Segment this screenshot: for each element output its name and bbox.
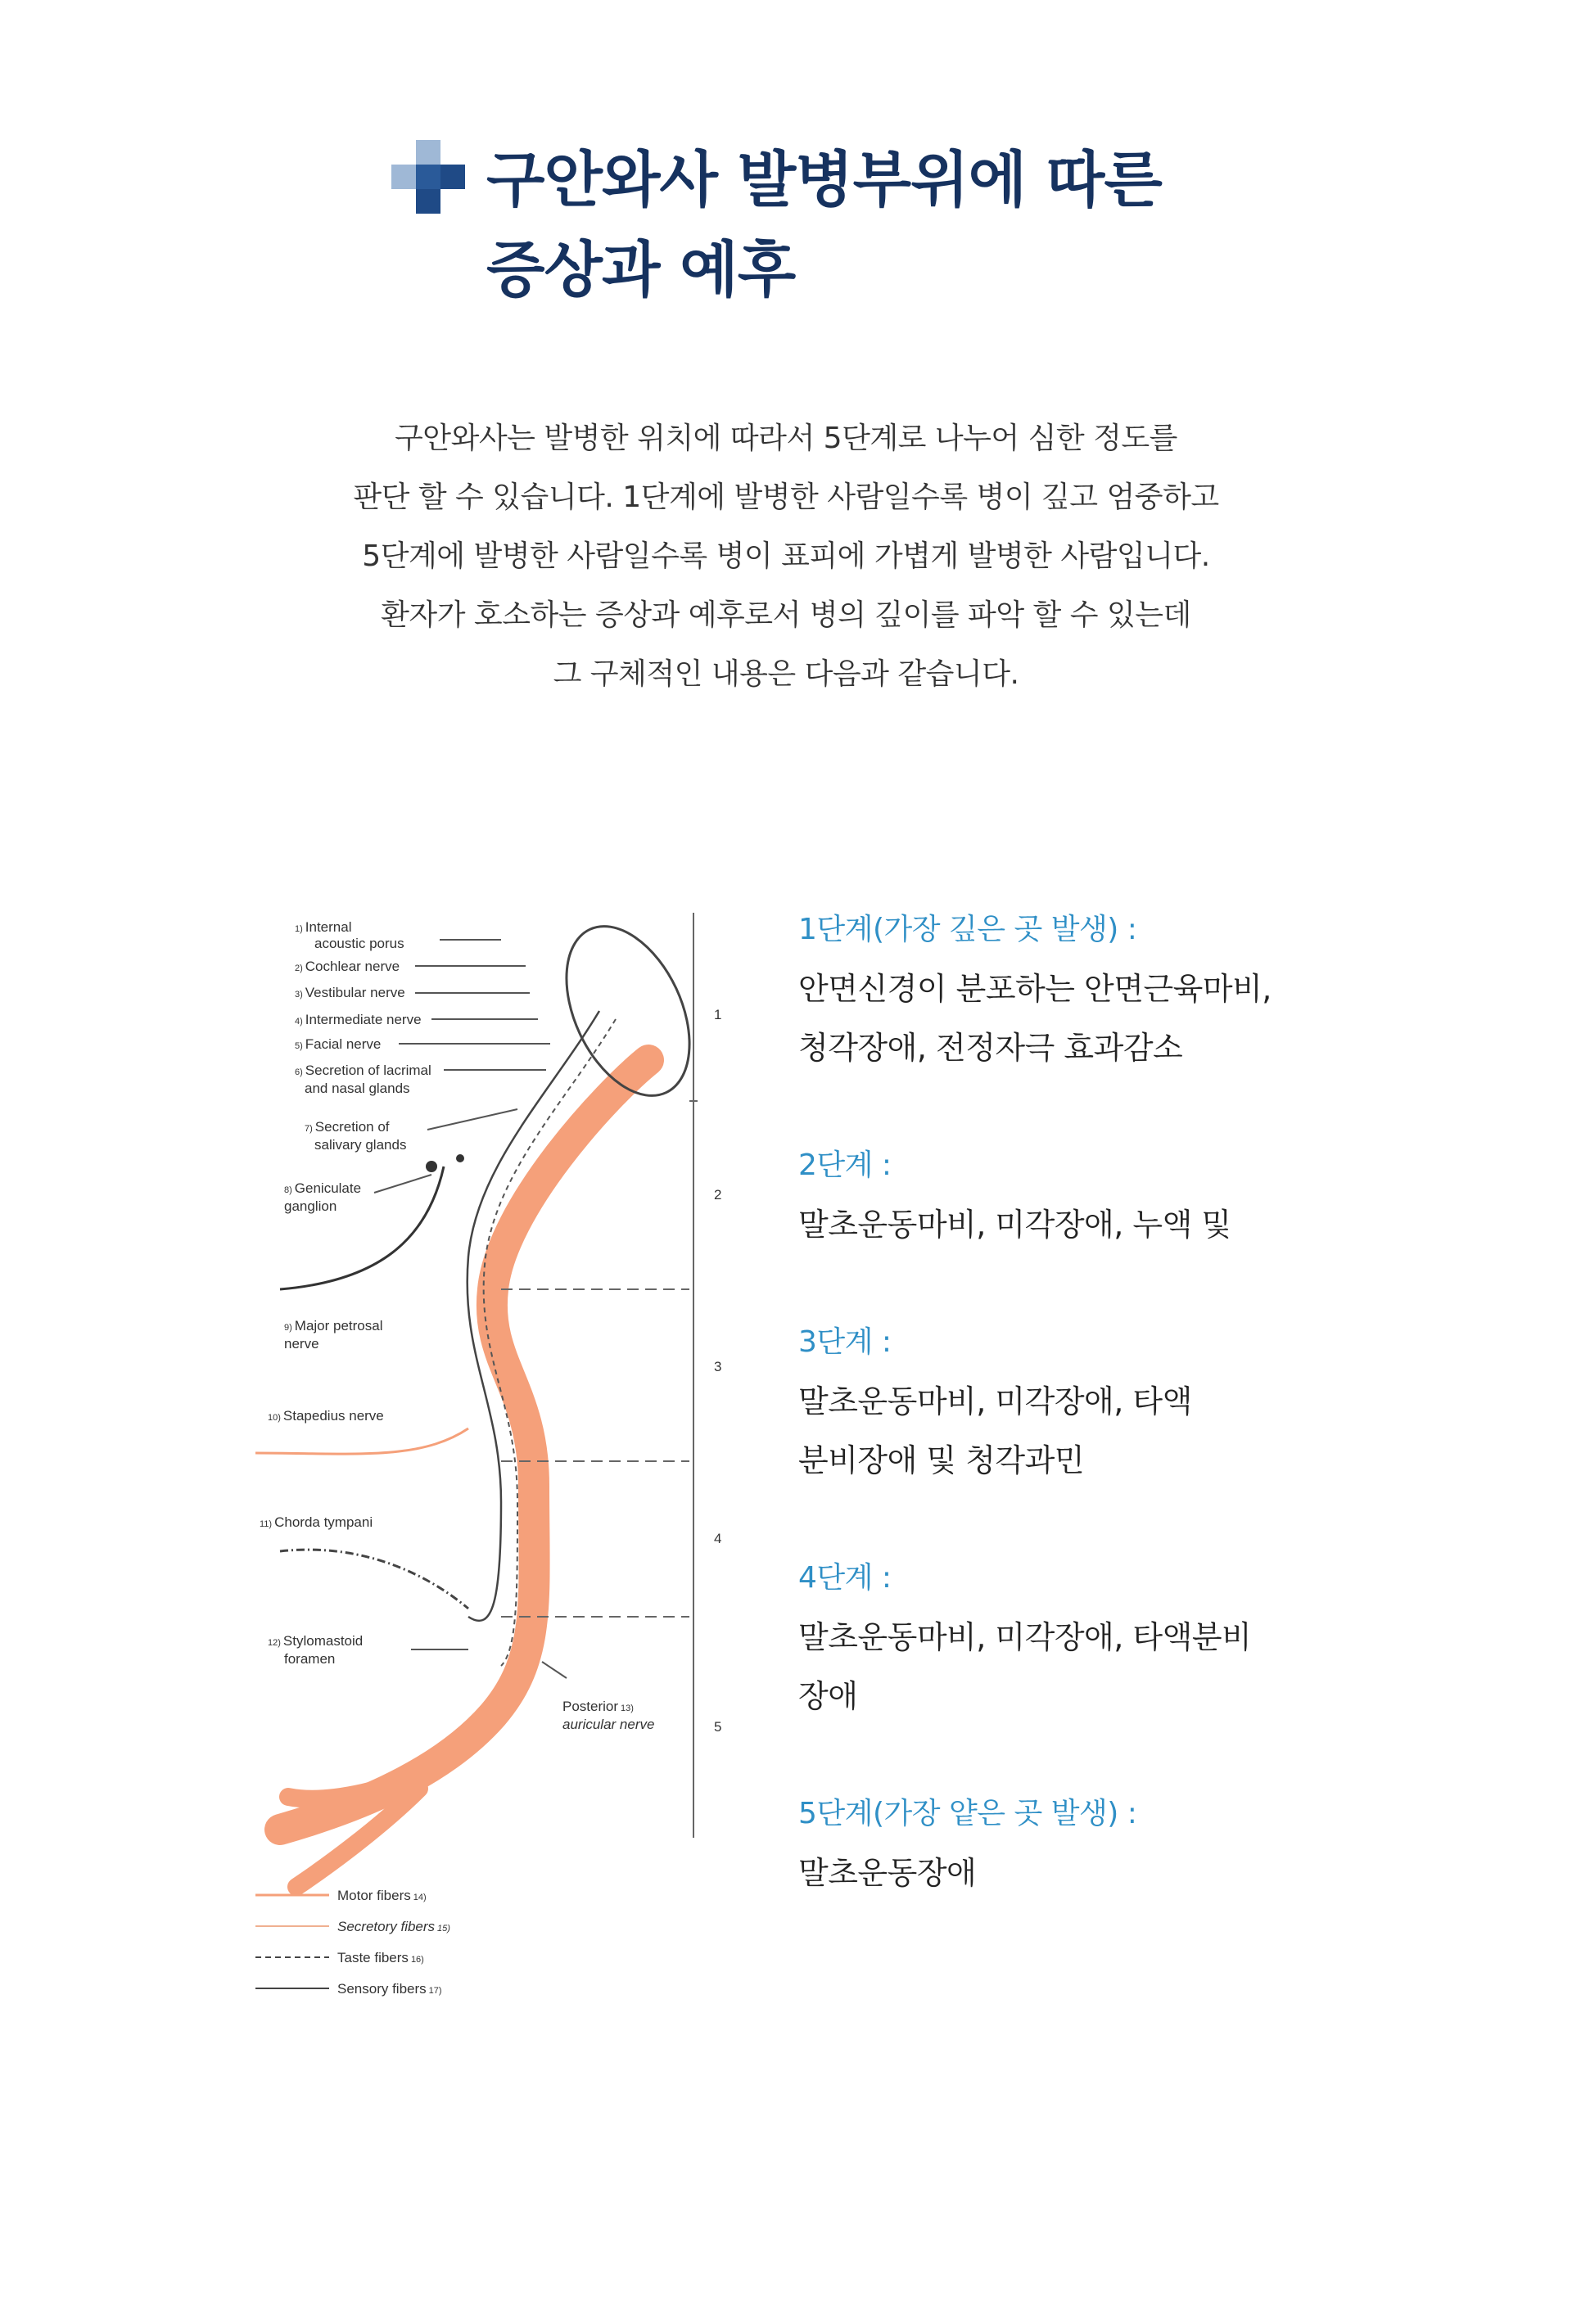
level-number: 5 [714,1719,722,1735]
diagram-label: 9) Major petrosal [284,1318,383,1333]
leader-line [374,1175,431,1193]
stage-description [798,1608,1519,1726]
legend-label: Sensory fibers 17) [337,1981,442,1997]
stapedius-branch [255,1428,468,1454]
chorda-tympani-line [280,1550,468,1609]
diagram-label: 6) Secretion of lacrimal [295,1063,431,1078]
diagram-label: foramen [284,1651,336,1667]
diagram-label: 7) Secretion of [305,1119,390,1135]
diagram-label: 3) Vestibular nerve [295,985,405,1000]
stage-heading: 1단계(가장 깊은 곳 발생) : [798,913,1137,946]
legend-label: Secretory fibers 15) [337,1919,450,1934]
stage-line: 말초운동장애 [798,1855,977,1891]
diagram-label: 11) Chorda tympani [260,1514,373,1530]
medical-cross-icon [391,140,467,215]
stage-heading: 4단계 : [798,1561,892,1595]
diagram-label: Posterior 13) [562,1699,634,1714]
level-number: 3 [714,1359,722,1374]
diagram-label: 4) Intermediate nerve [295,1012,422,1027]
stage-description [798,1843,1519,1902]
diagram-label: and nasal glands [305,1081,410,1096]
stage-description [798,1195,1519,1254]
stage-description [798,959,1519,1077]
intro-line: 구안와사는 발병한 위치에 따라서 5단계로 나누어 심한 정도를 [395,422,1177,455]
legend-label: Taste fibers 16) [337,1950,424,1965]
geniculate-ganglion [426,1161,437,1172]
diagram-label: nerve [284,1336,319,1352]
stage-description [798,1372,1519,1490]
intro-line: 판단 할 수 있습니다. 1단계에 발병한 사람일수록 병이 깊고 엄중하고 [353,481,1219,514]
stage-line: 말초운동마비, 미각장애, 누액 및 [798,1207,1231,1243]
diagram-label: ganglion [284,1198,337,1214]
facial-nerve-trunk [280,1060,648,1830]
stage-line: 말초운동마비, 미각장애, 타액 [798,1383,1192,1419]
legend-label: Motor fibers 14) [337,1888,427,1903]
intro-line: 그 구체적인 내용은 다음과 같습니다. [553,657,1019,691]
diagram-label: 2) Cochlear nerve [295,959,400,974]
stage-heading: 3단계 : [798,1325,892,1359]
diagram-label: 10) Stapedius nerve [268,1408,384,1424]
stage-line: 말초운동마비, 미각장애, 타액분비 [798,1619,1252,1655]
stage-item [798,1785,1519,1902]
stage-line: 청각장애, 전정자극 효과감소 [798,1030,1183,1066]
diagram-label: acoustic porus [314,936,404,951]
level-number: 4 [714,1531,722,1546]
leader-line [542,1662,567,1678]
facial-nerve-diagram [255,896,722,2026]
ganglion-dot [456,1154,464,1162]
diagram-label: 8) Geniculate [284,1180,362,1196]
stage-item [798,1313,1519,1490]
diagram-legend [255,1888,450,1997]
diagram-label: 1) Internal [295,919,352,935]
diagram-label: auricular nerve [562,1717,655,1732]
stage-line: 장애 [798,1678,858,1714]
intro-line: 환자가 호소하는 증상과 예후로서 병의 깊이를 파악 할 수 있는데 [381,598,1191,632]
stage-heading: 5단계(가장 얕은 곳 발생) : [798,1797,1137,1830]
stage-item [798,900,1519,1077]
page-title-line-2: 증상과 예후 [486,235,796,305]
stage-list [798,900,1519,1961]
level-number: 2 [714,1187,722,1203]
stage-heading: 2단계 : [798,1148,892,1182]
stage-line: 분비장애 및 청각과민 [798,1442,1085,1478]
diagram-label: 12) Stylomastoid [268,1633,364,1649]
leader-line [427,1109,517,1130]
intro-paragraph [213,409,1359,704]
diagram-label: 5) Facial nerve [295,1036,382,1052]
stage-line: 안면신경이 분포하는 안면근육마비, [798,971,1272,1007]
page-title-line-1: 구안와사 발병부위에 따른 [486,145,1162,215]
stage-item [798,1549,1519,1726]
page-title [486,135,1162,315]
level-number: 1 [714,1007,722,1022]
diagram-label: salivary glands [314,1137,407,1153]
intro-line: 5단계에 발병한 사람일수록 병이 표피에 가볍게 발병한 사람입니다. [362,539,1210,573]
stage-item [798,1136,1519,1254]
